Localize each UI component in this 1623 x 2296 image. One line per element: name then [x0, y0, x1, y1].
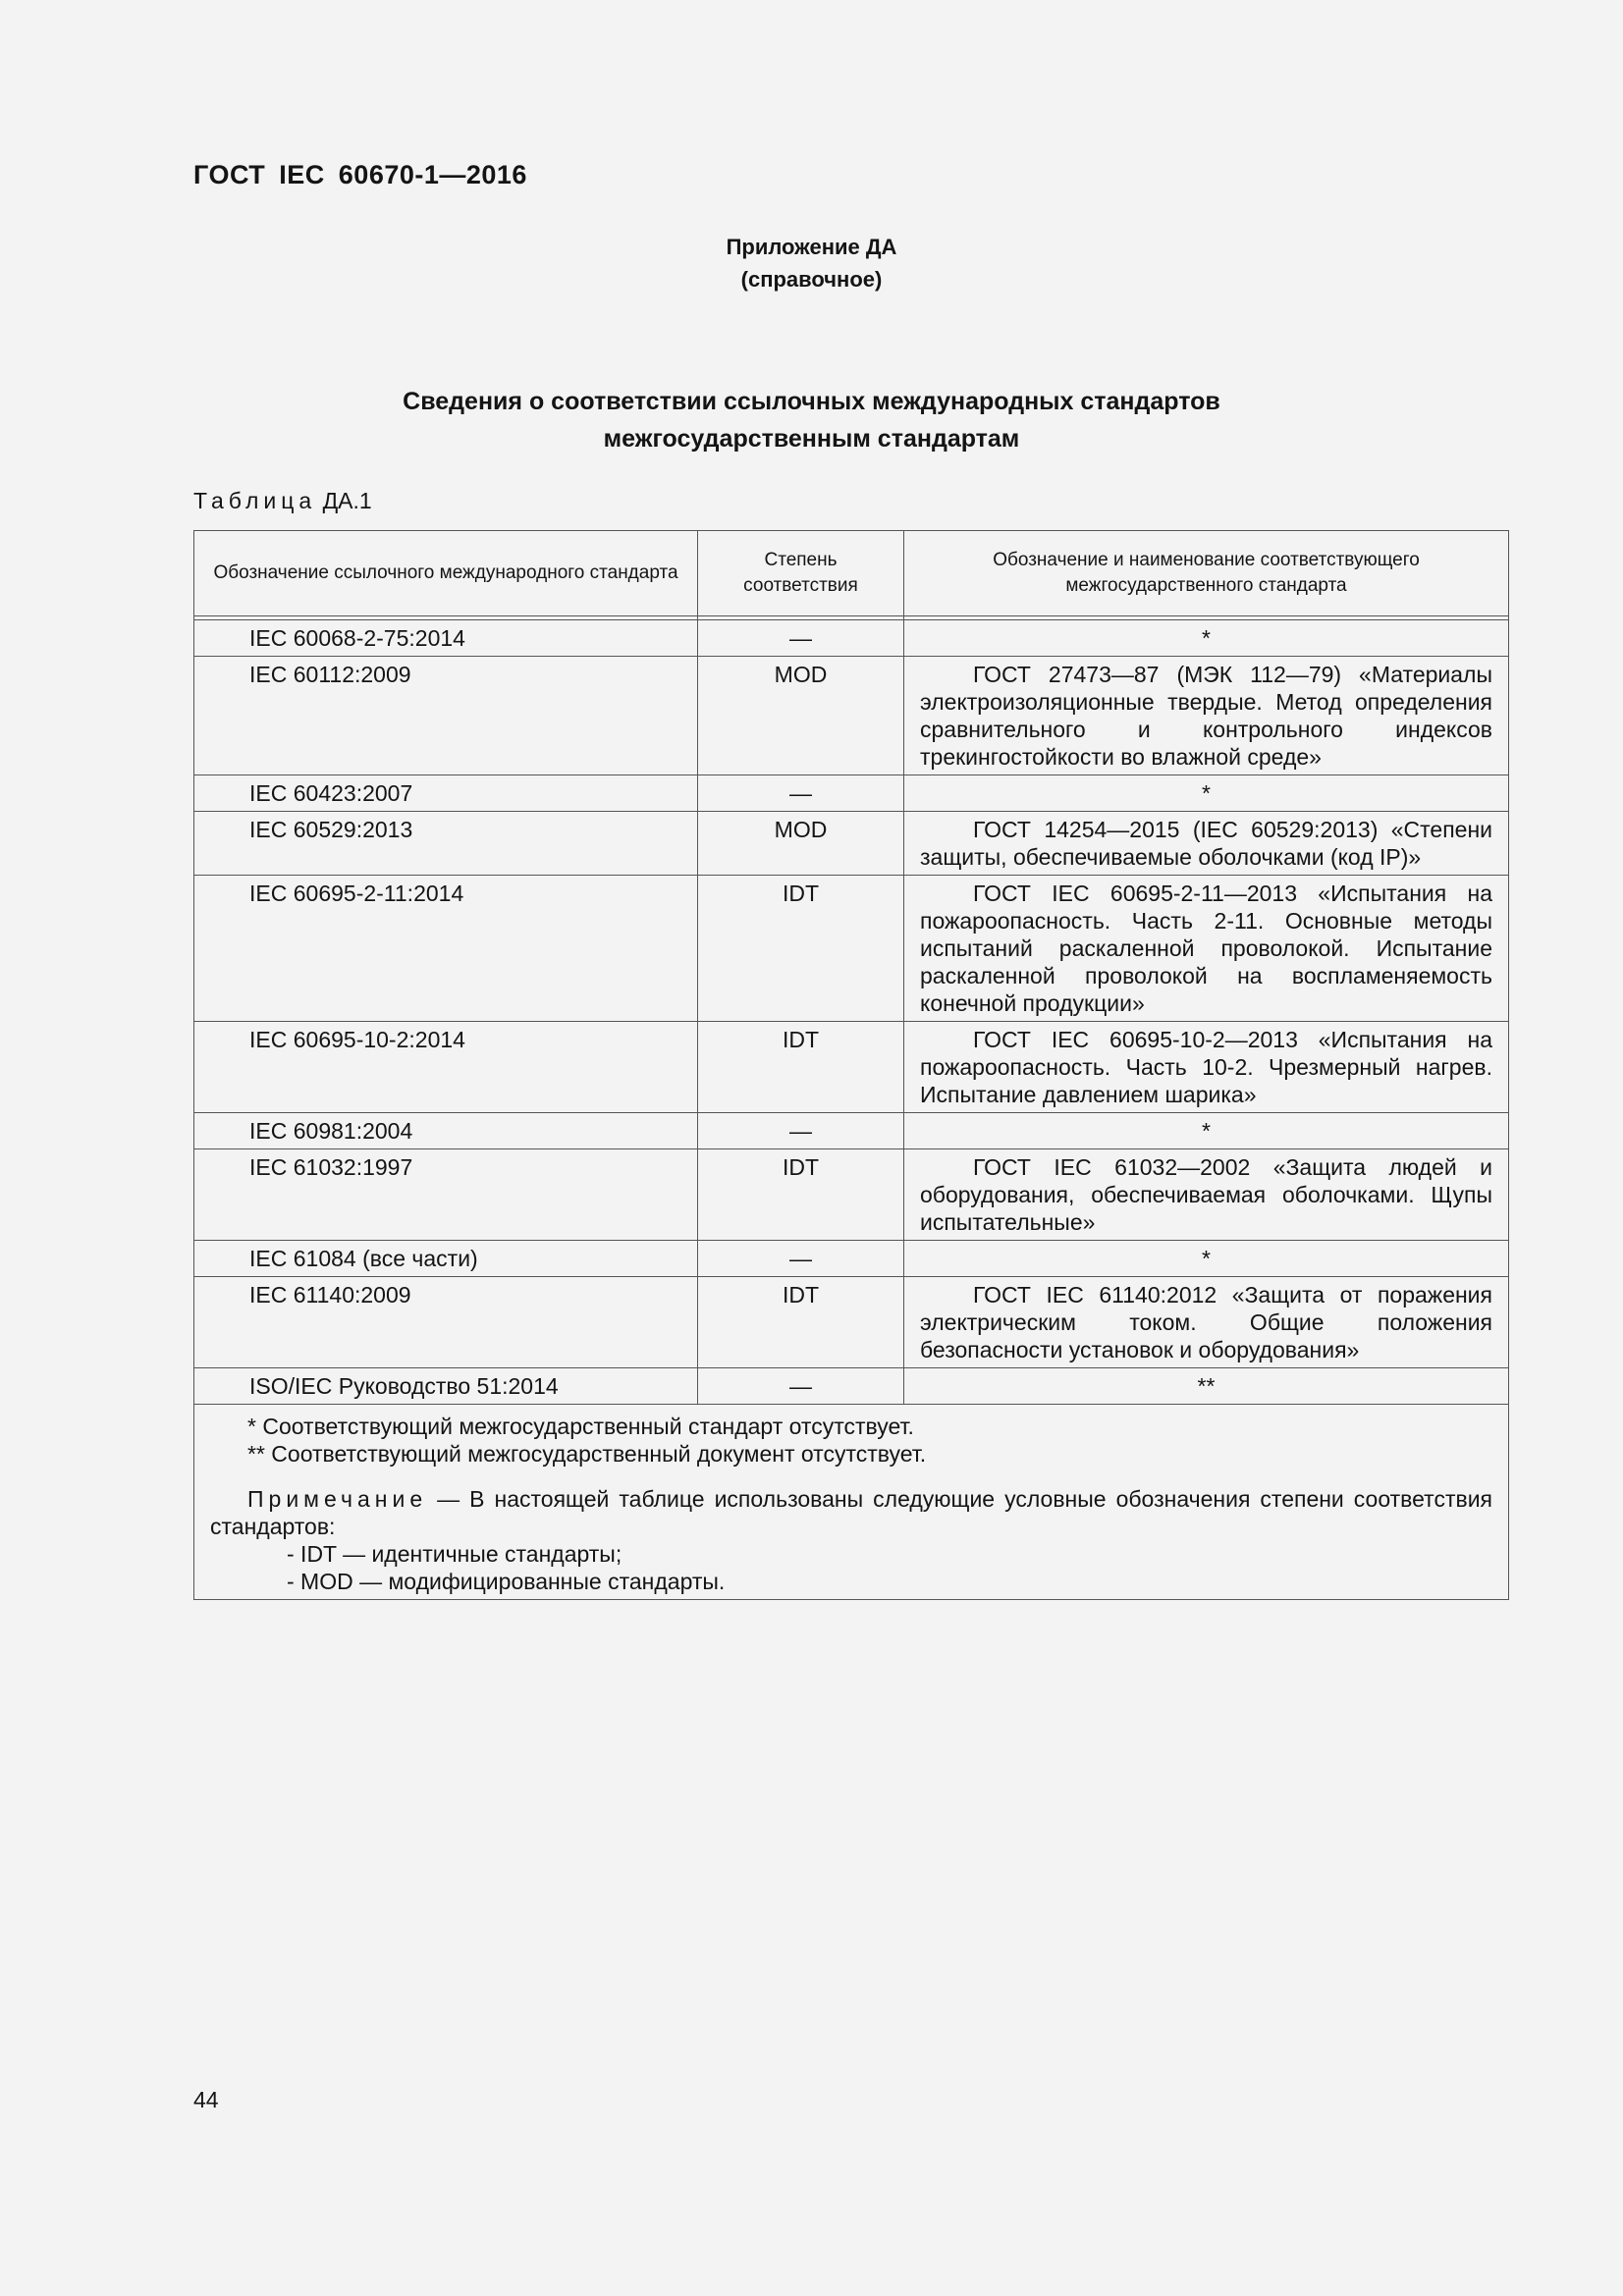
interstate-cell: ГОСТ 27473—87 (МЭК 112—79) «Материалы электроизоляционные твердые. Метод определения сравнительного и контрольного индексов трекингостойкости во влажной среде»	[904, 657, 1509, 775]
table-row	[194, 657, 1509, 775]
column-header-reference: Обозначение ссылочного международного стандарта	[194, 531, 698, 616]
interstate-cell: ГОСТ IEC 61032—2002 «Защита людей и оборудования, обеспечиваемая оболочками. Щупы испытательные»	[904, 1149, 1509, 1241]
degree-cell: IDT	[698, 876, 904, 1022]
table-row	[194, 1113, 1509, 1149]
annex-title-line-1: Сведения о соответствии ссылочных международных стандартов	[403, 388, 1220, 415]
footnote-double-asterisk: ** Соответствующий межгосударственный документ отсутствует.	[247, 1441, 927, 1467]
table-row	[194, 1241, 1509, 1277]
document-code: ГОСТ IEC 60670-1—2016	[193, 160, 527, 189]
degree-cell: —	[698, 1113, 904, 1149]
table-row	[194, 1022, 1509, 1113]
interstate-cell: ГОСТ 14254—2015 (IEC 60529:2013) «Степени защиты, обеспечиваемые оболочками (код IP)»	[904, 812, 1509, 876]
interstate-cell: *	[904, 1113, 1509, 1149]
interstate-cell: ГОСТ IEC 61140:2012 «Защита от поражения электрическим током. Общие положения безопасности установок и оборудования»	[904, 1277, 1509, 1368]
degree-cell: MOD	[698, 812, 904, 876]
table-label-number: ДА.1	[316, 488, 372, 513]
annex-kind: (справочное)	[740, 267, 883, 292]
table-row	[194, 1277, 1509, 1368]
reference-cell: ISO/IEC Руководство 51:2014	[194, 1368, 698, 1405]
degree-cell: IDT	[698, 1277, 904, 1368]
table-row	[194, 775, 1509, 812]
reference-cell: IEC 61084 (все части)	[194, 1241, 698, 1277]
table-note	[210, 1485, 1492, 1540]
table-header-row	[194, 531, 1509, 616]
note-item-idt: - IDT — идентичные стандарты;	[287, 1541, 622, 1567]
page-number: 44	[193, 2087, 219, 2112]
annex-label: Приложение ДА	[726, 235, 897, 259]
reference-cell: IEC 60695-10-2:2014	[194, 1022, 698, 1113]
footnote-single-asterisk: * Соответствующий межгосударственный стандарт отсутствует.	[247, 1414, 914, 1439]
degree-cell: —	[698, 775, 904, 812]
reference-cell: IEC 61032:1997	[194, 1149, 698, 1241]
column-header-interstate: Обозначение и наименование соответствующего межгосударственного стандарта	[904, 531, 1509, 616]
standards-table	[193, 530, 1509, 1600]
degree-cell: IDT	[698, 1022, 904, 1113]
table-row	[194, 620, 1509, 657]
table-row	[194, 812, 1509, 876]
interstate-cell: ГОСТ IEC 60695-2-11—2013 «Испытания на пожароопасность. Часть 2-11. Основные методы испытаний раскаленной проволокой. Испытание раскаленной проволокой на воспламеняемость конечной продукции»	[904, 876, 1509, 1022]
degree-cell: IDT	[698, 1149, 904, 1241]
annex-heading	[0, 231, 1623, 295]
column-header-degree: Степень соответствия	[698, 531, 904, 616]
note-item-mod: - MOD — модифицированные стандарты.	[287, 1569, 726, 1594]
note-label: Примечание	[247, 1486, 428, 1512]
interstate-cell: *	[904, 620, 1509, 657]
degree-cell: —	[698, 620, 904, 657]
reference-cell: IEC 61140:2009	[194, 1277, 698, 1368]
annex-title	[0, 383, 1623, 457]
reference-cell: IEC 60529:2013	[194, 812, 698, 876]
reference-cell: IEC 60112:2009	[194, 657, 698, 775]
interstate-cell: ГОСТ IEC 60695-10-2—2013 «Испытания на пожароопасность. Часть 10-2. Чрезмерный нагрев. Испытание давлением шарика»	[904, 1022, 1509, 1113]
degree-cell: —	[698, 1368, 904, 1405]
reference-cell: IEC 60068-2-75:2014	[194, 620, 698, 657]
reference-cell: IEC 60423:2007	[194, 775, 698, 812]
interstate-cell: *	[904, 1241, 1509, 1277]
degree-cell: —	[698, 1241, 904, 1277]
table-label	[193, 488, 372, 514]
table-footer-row	[194, 1405, 1509, 1600]
interstate-cell: **	[904, 1368, 1509, 1405]
table-row	[194, 876, 1509, 1022]
table-row	[194, 1149, 1509, 1241]
degree-cell: MOD	[698, 657, 904, 775]
table-footer	[194, 1405, 1509, 1600]
table-label-word: Таблица	[193, 488, 317, 513]
table-row	[194, 1368, 1509, 1405]
annex-title-line-2: межгосударственным стандартам	[603, 425, 1020, 453]
interstate-cell: *	[904, 775, 1509, 812]
note-text: — В настоящей таблице использованы следующие условные обозначения степени соответствия стандартов:	[210, 1486, 1492, 1539]
reference-cell: IEC 60981:2004	[194, 1113, 698, 1149]
reference-cell: IEC 60695-2-11:2014	[194, 876, 698, 1022]
